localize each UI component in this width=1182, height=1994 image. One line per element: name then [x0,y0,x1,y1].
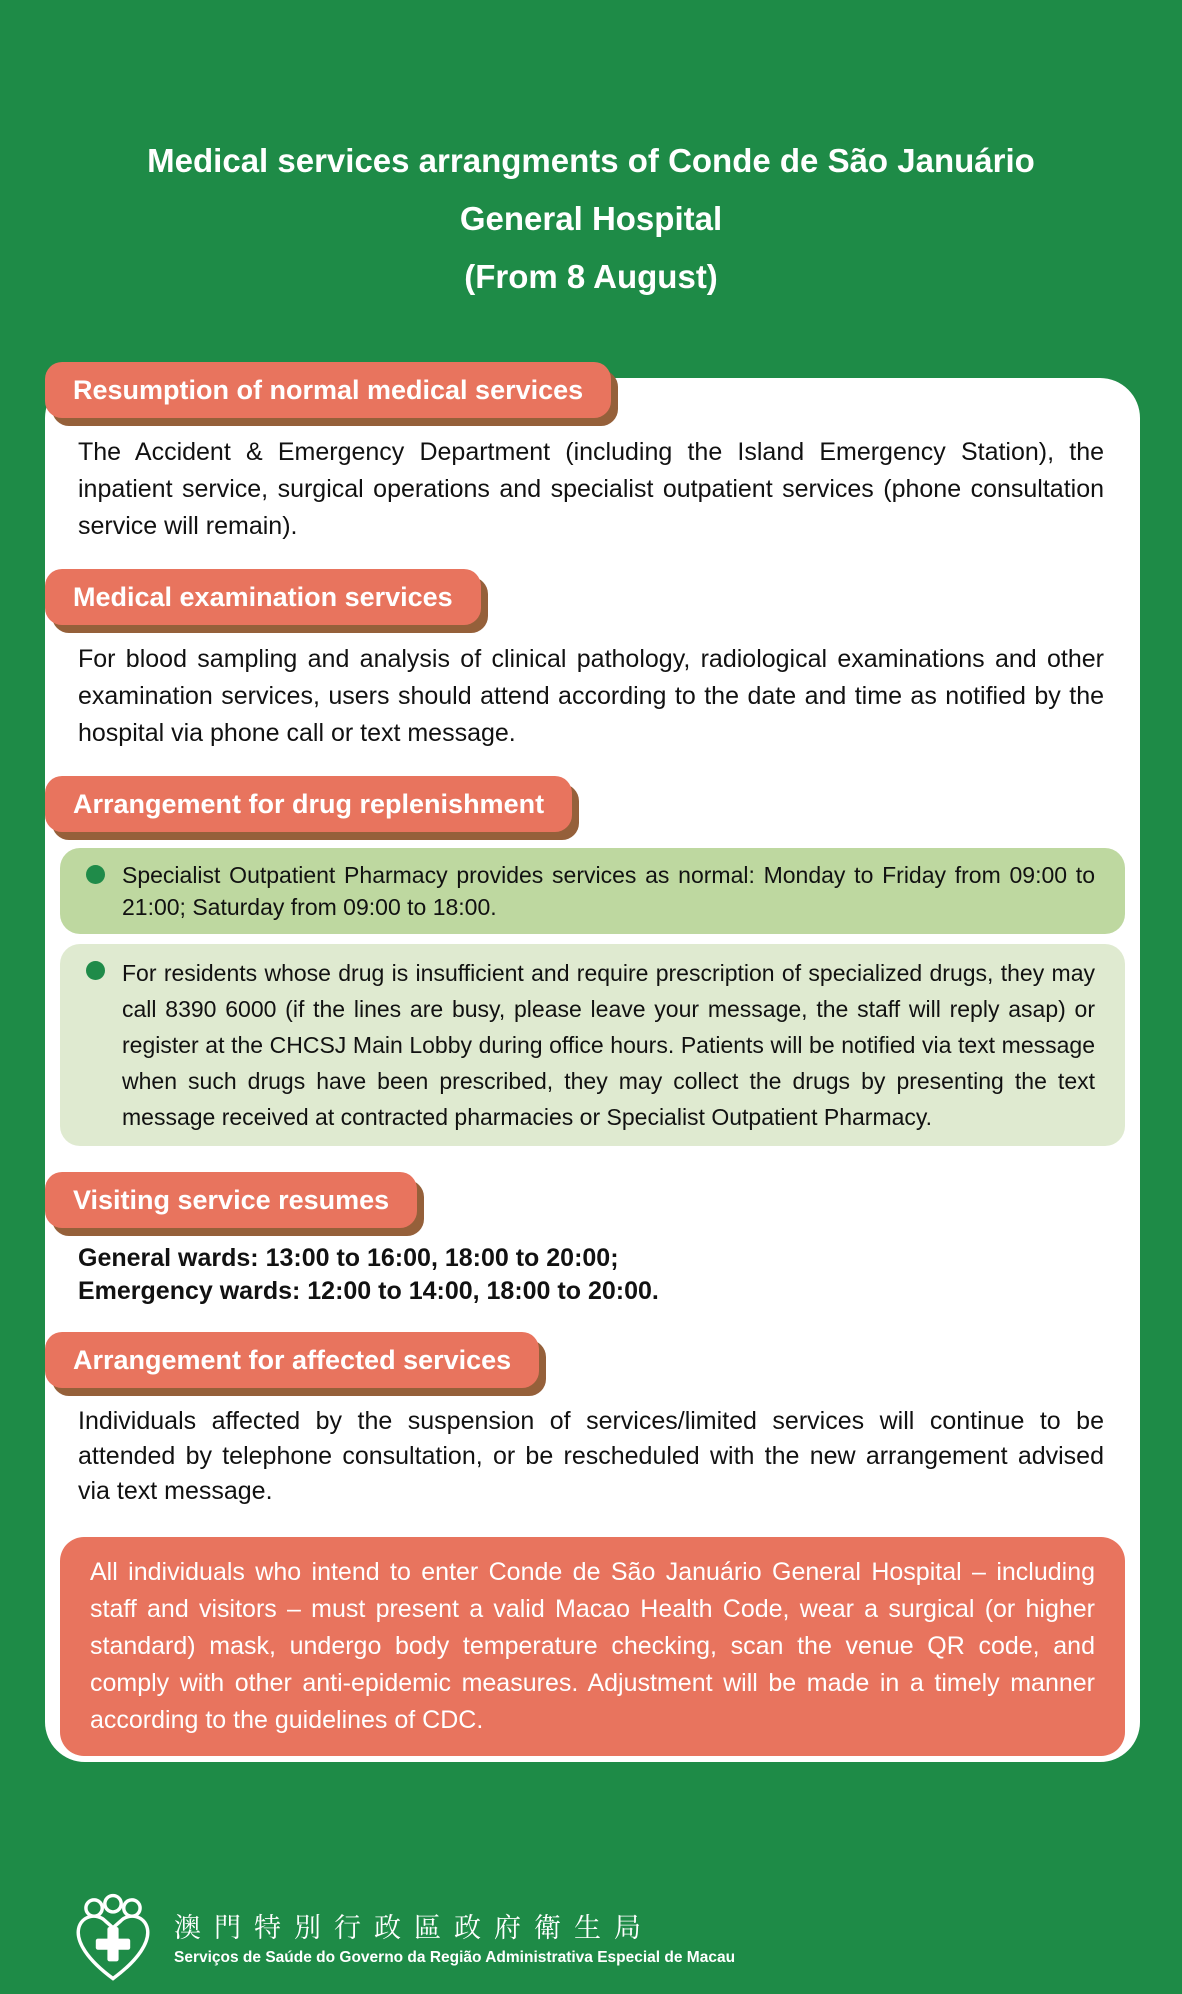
section-header-drug-replenishment: Arrangement for drug replenishment [45,776,572,832]
health-bureau-heart-cross-logo-icon [70,1893,156,1985]
visiting-hours-general: General wards: 13:00 to 16:00, 18:00 to 20:00; [78,1244,619,1272]
section-header-visiting: Visiting service resumes [45,1172,417,1228]
drug-bullet-2-text: For residents whose drug is insufficient and require prescription of specialized drugs, they may call 8390 6000 (if the lines are busy, please leave your message, the staff will reply asap) or register at the CHCSJ Main Lobby during office hours. Patients will be notified via text message when such drugs have been prescribed, they may collect the drugs by presenting the text message received at contracted pharmacies or Specialist Outpatient Pharmacy. [122,960,1095,1130]
org-name-chinese: 澳門特別行政區政府衛生局 [174,1913,654,1943]
resumption-body: The Accident & Emergency Department (including the Island Emergency Station), the inpatient service, surgical operations and specialist outpatient services (phone consultation service will remain). [78,438,1104,540]
bullet-dot-icon [86,865,105,884]
drug-bullet-box-2 [60,944,1125,1146]
section-header-examination: Medical examination services [45,569,481,625]
section-resumption [45,375,1140,418]
content-card [45,375,1140,1762]
page-title-line1: Medical services arrangments of Conde de São Januário [147,142,1035,179]
section-header-affected: Arrangement for affected services [45,1332,539,1388]
drug-bullet-box-1 [60,848,1125,934]
org-name-portuguese: Serviços de Saúde do Governo da Região Administrativa Especial de Macau [174,1949,736,1966]
entry-requirements-notice: All individuals who intend to enter Conde de São Januário General Hospital – including staff and visitors – must present a valid Macao Health Code, wear a surgical (or higher standard) mask, undergo body temperature checking, scan the venue QR code, and comply with other anti-epidemic measures. Adjustment will be made in a timely manner according to the guidelines of CDC. [60,1537,1125,1756]
visiting-hours [78,1242,1104,1308]
page-title-line3: (From 8 August) [464,258,718,295]
section-visiting [45,1146,1140,1228]
section-examination [45,545,1140,625]
footer-org-names [174,1893,735,1967]
footer [70,1893,735,1985]
visiting-hours-emergency: Emergency wards: 12:00 to 14:00, 18:00 to 20:00. [78,1277,659,1305]
affected-body: Individuals affected by the suspension of services/limited services will continue to be attended by telephone consultation, or be rescheduled with the new arrangement advised via text message. [78,1407,1104,1505]
examination-body: For blood sampling and analysis of clinical pathology, radiological examinations and other examination services, users should attend according to the date and time as notified by the hospital via phone call or text message. [78,645,1104,747]
section-header-resumption: Resumption of normal medical services [45,362,611,418]
section-affected [45,1308,1140,1388]
drug-bullet-1-text: Specialist Outpatient Pharmacy provides services as normal: Monday to Friday from 09:00 to 21:00; Saturday from 09:00 to 18:00. [122,862,1095,920]
page-title-line2: General Hospital [459,200,723,237]
bullet-dot-icon [86,961,105,980]
page-title [0,132,1182,306]
section-drug-replenishment [45,752,1140,832]
